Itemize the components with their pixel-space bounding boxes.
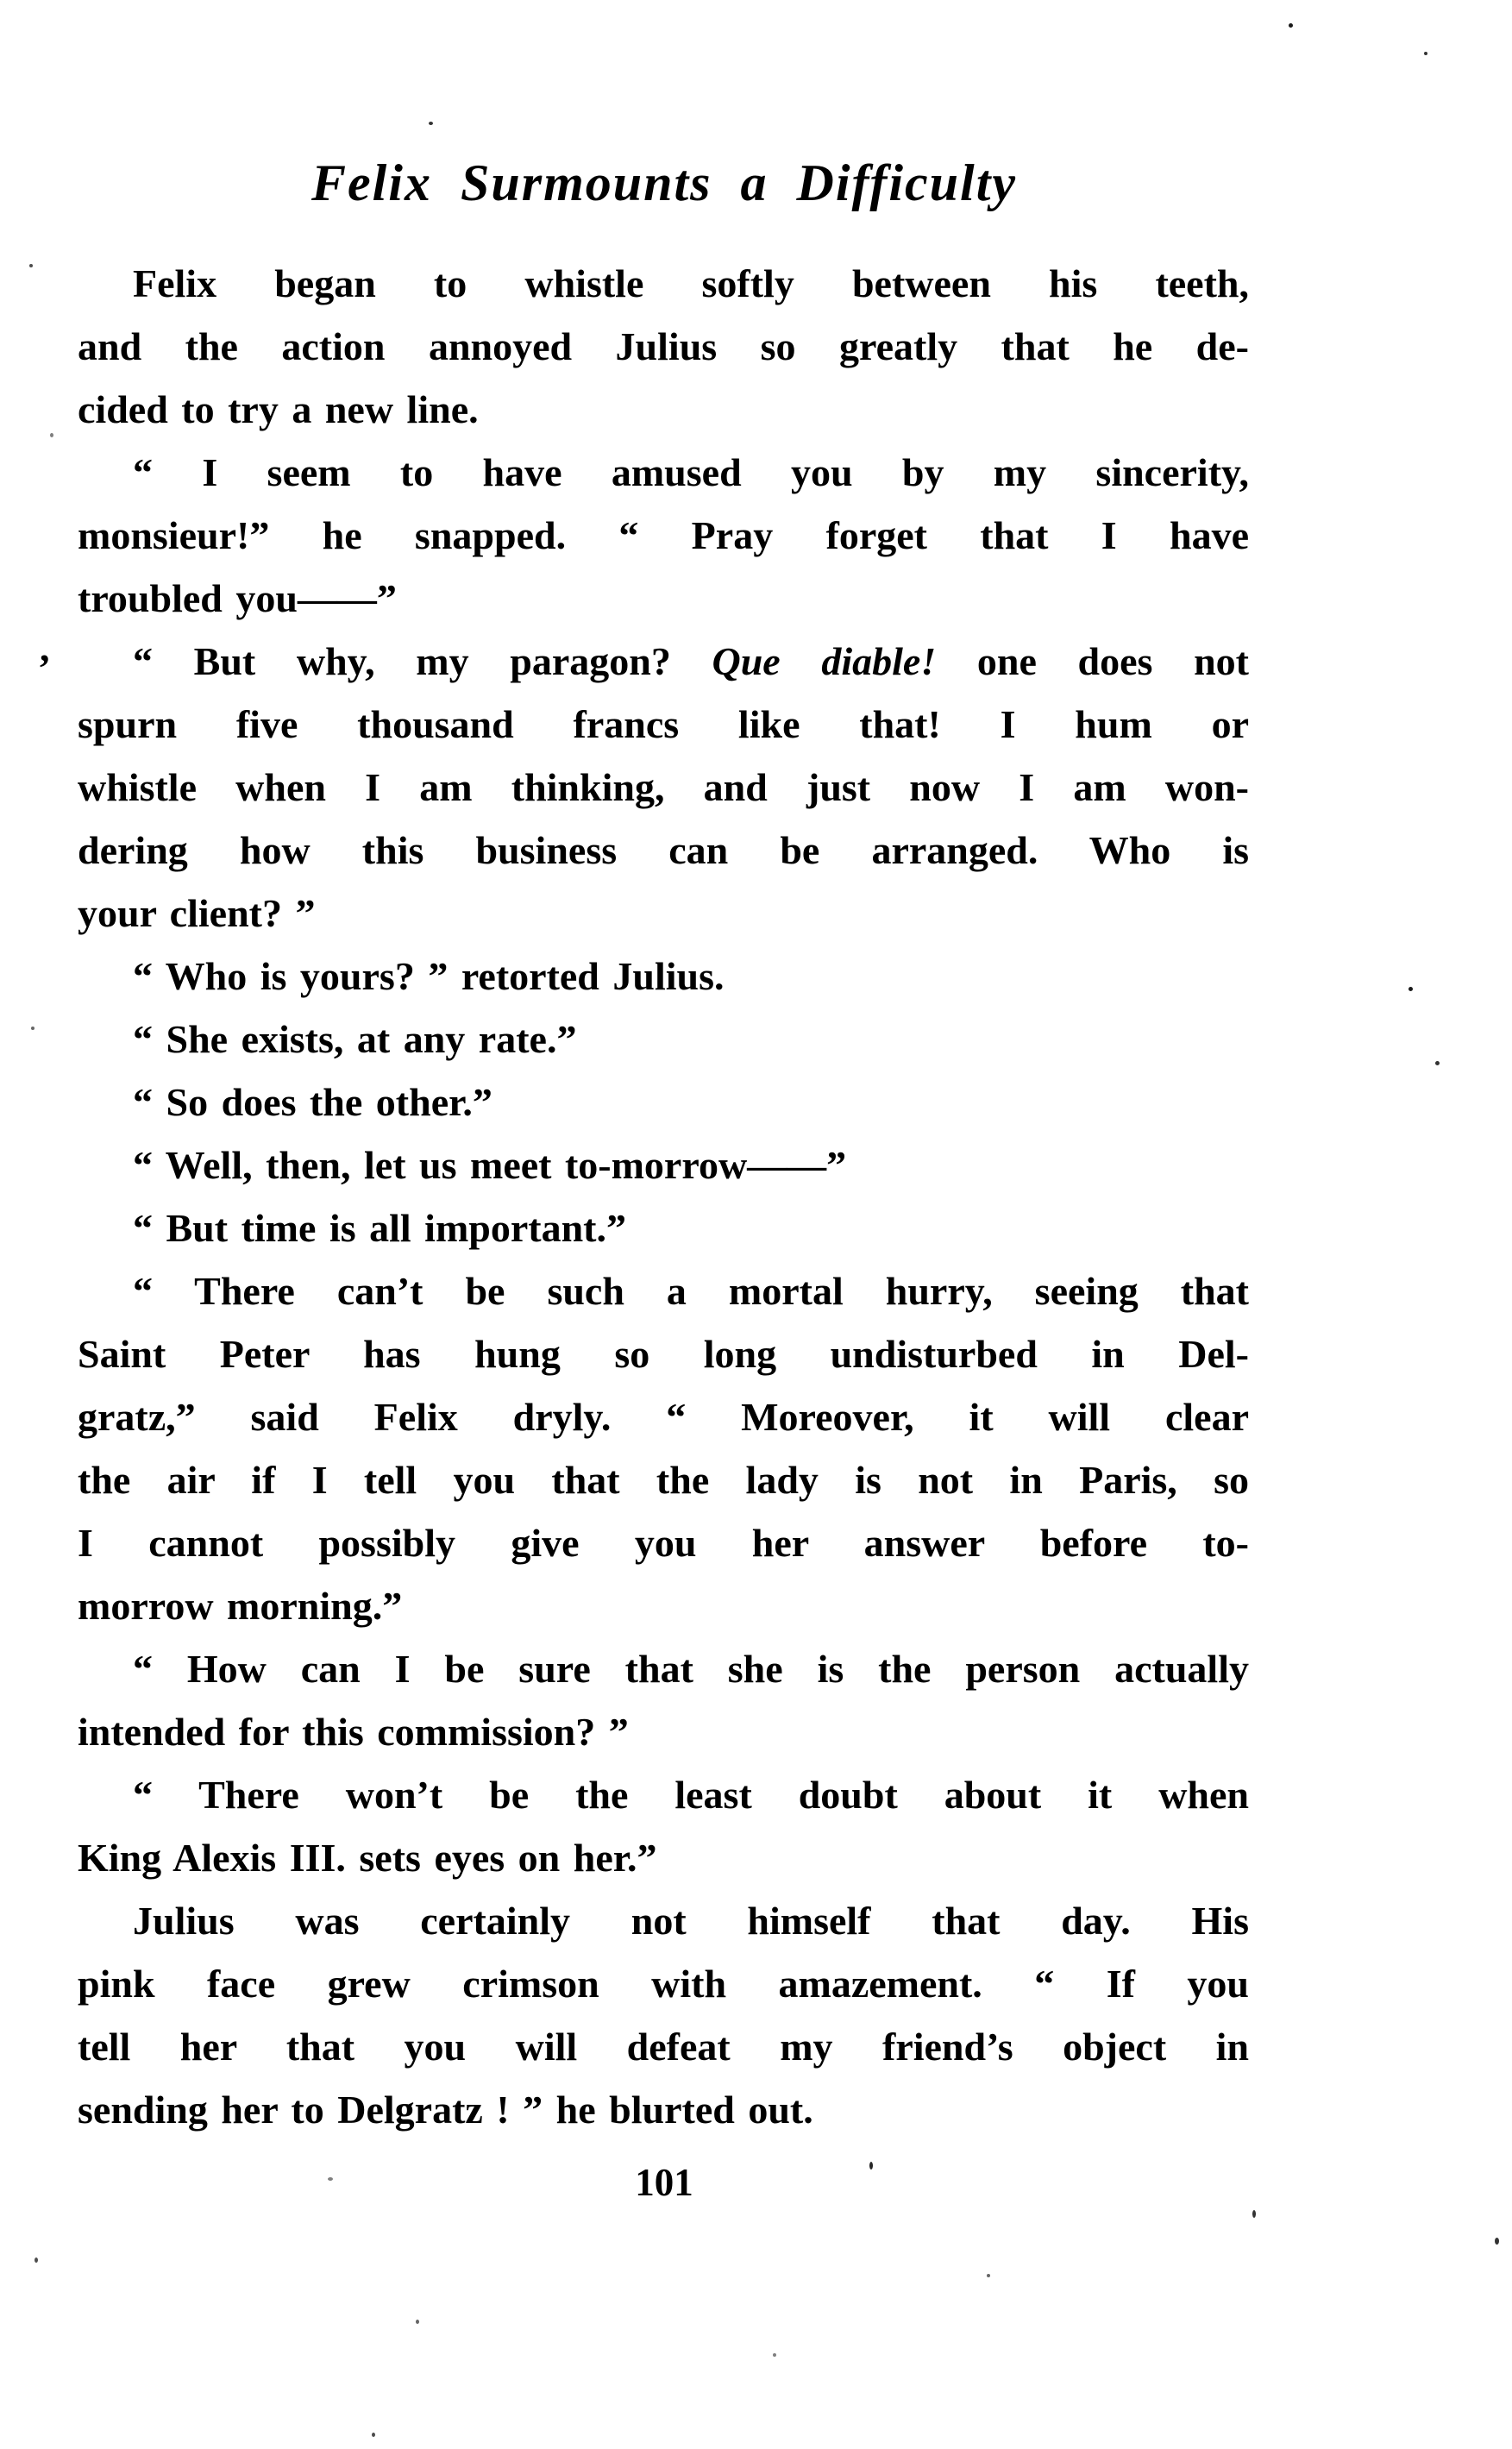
- text-line: morrow morning.”: [78, 1584, 403, 1628]
- text-line: gratz,” said Felix dryly. “ Moreover, it will clear: [78, 1395, 1249, 1439]
- text-line: sending her to Delgratz ! ” he blurted out.: [78, 2088, 813, 2132]
- scan-speck: [1495, 2238, 1499, 2245]
- margin-mark: ,: [40, 625, 50, 669]
- scan-speck: [987, 2274, 990, 2277]
- scan-speck: [50, 433, 53, 437]
- text-line: monsieur!” he snapped. “ Pray forget that I have: [78, 513, 1249, 557]
- text-line: your client? ”: [78, 891, 316, 935]
- text-line: “ Who is yours? ” retorted Julius.: [133, 954, 725, 998]
- text-line: “ I seem to have amused you by my sincerity,: [133, 450, 1249, 494]
- text-line: [78, 630, 1249, 693]
- text-line: “ How can I be sure that she is the person actually: [133, 1647, 1249, 1691]
- scan-speck: [31, 1027, 35, 1030]
- text-line: cided to try a new line.: [78, 387, 479, 431]
- text-line: “ But time is all important.”: [133, 1206, 626, 1250]
- text-line: and the action annoyed Julius so greatly that he de-: [78, 324, 1249, 368]
- text-line: I cannot possibly give you her answer before to-: [78, 1521, 1249, 1565]
- text-segment: “ But why, my paragon?: [133, 639, 712, 683]
- page-number: 101: [635, 2161, 693, 2204]
- text-line: “ Well, then, let us meet to-morrow——”: [133, 1143, 847, 1187]
- scan-speck: [429, 122, 433, 125]
- scan-speck: [1252, 2210, 1256, 2218]
- text-line: intended for this commission? ”: [78, 1710, 629, 1754]
- scan-speck: [1435, 1061, 1440, 1065]
- text-line: the air if I tell you that the lady is not in Paris, so: [78, 1458, 1249, 1502]
- text-line: “ So does the other.”: [133, 1080, 492, 1124]
- body-text: [78, 252, 1249, 2141]
- text-line: spurn five thousand francs like that! I hum or: [78, 702, 1249, 746]
- scan-speck: [416, 2320, 419, 2324]
- text-line: “ She exists, at any rate.”: [133, 1017, 577, 1061]
- text-line: pink face grew crimson with amazement. “ If you: [78, 1962, 1249, 2006]
- text-line: Felix began to whistle softly between his teeth,: [133, 261, 1249, 305]
- page-title: Felix Surmounts a Difficulty: [311, 154, 1018, 211]
- text-line: whistle when I am thinking, and just now I am won-: [78, 765, 1249, 809]
- text-line: tell her that you will defeat my friend’s object in: [78, 2025, 1249, 2069]
- text-line: troubled you——”: [78, 576, 397, 620]
- scan-speck: [29, 264, 33, 267]
- scan-speck: [773, 2353, 776, 2357]
- scan-speck: [1289, 23, 1293, 28]
- scan-speck: [372, 2433, 375, 2437]
- scan-speck: [35, 2257, 38, 2263]
- text-line: Julius was certainly not himself that day. His: [133, 1899, 1249, 1943]
- text-line: Saint Peter has hung so long undisturbed in Del-: [78, 1332, 1249, 1376]
- scan-speck: [1424, 52, 1427, 55]
- scan-speck: [869, 2162, 873, 2170]
- scan-speck: [328, 2177, 333, 2181]
- scan-speck: [1408, 987, 1413, 991]
- text-segment: one does not: [936, 639, 1249, 683]
- text-line: dering how this business can be arranged. Who is: [78, 828, 1249, 872]
- text-line: “ There won’t be the least doubt about it when: [133, 1773, 1249, 1817]
- text-line: King Alexis III. sets eyes on her.”: [78, 1836, 657, 1880]
- text-line: “ There can’t be such a mortal hurry, seeing that: [133, 1269, 1249, 1313]
- italic-phrase: Que diable!: [712, 639, 937, 683]
